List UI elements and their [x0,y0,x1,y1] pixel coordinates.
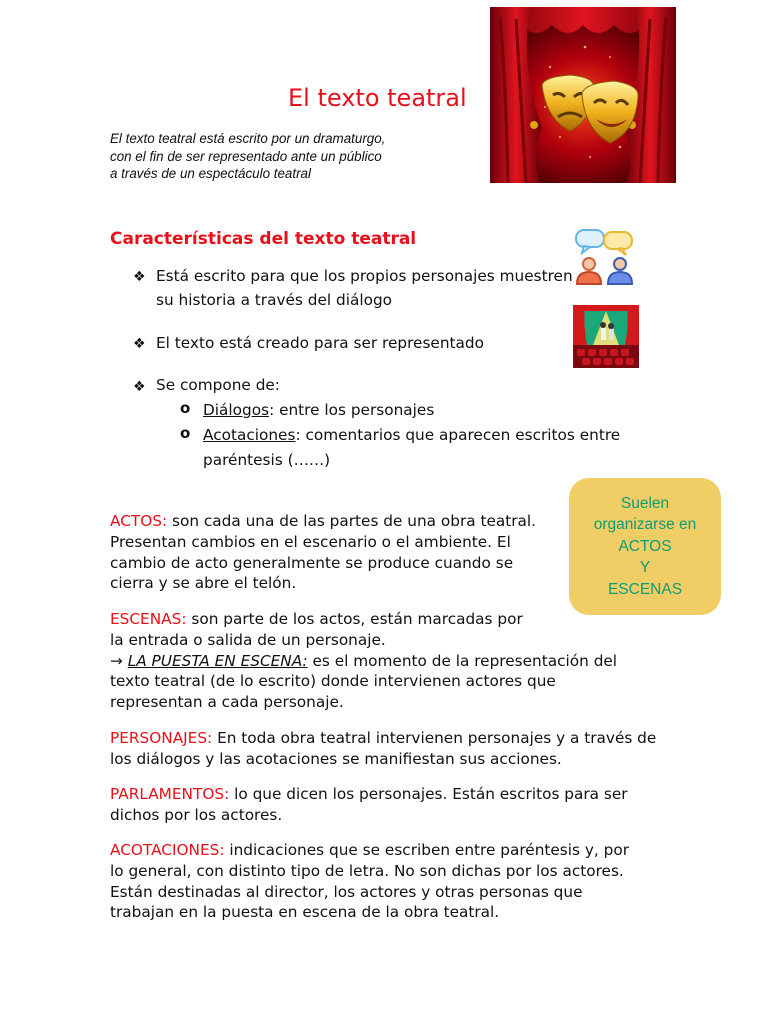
bullet-text: Se compone de: [156,376,280,394]
section-term: PARLAMENTOS: [110,785,230,803]
section-puesta [110,651,645,713]
page-title: El texto teatral [288,84,467,112]
section-text: son parte de los actos, están marcadas por la entrada o salida de un personaje. [110,610,523,649]
section-text: son cada una de las partes de una obra teatral. Presentan cambios en el escenario o el ambiente. El cambio de acto generalmente se produce cuando se cierra y se abre el telón. [110,512,537,593]
sub-bullet-icon: o [180,399,191,417]
intro-line: a través de un espectáculo teatral [110,166,311,181]
section-escenas [110,609,645,713]
sub-item-acotaciones [203,423,623,473]
section-parlamentos [110,784,662,826]
bullet-text: Está escrito para que los propios personajes muestren [156,267,573,285]
intro-line: El texto teatral está escrito por un dramaturgo, [110,131,386,146]
bullet-text: El texto está creado para ser representado [156,334,484,352]
note-line: Suelen [620,494,670,512]
term: Acotaciones [203,426,296,444]
arrow-icon: → [110,651,128,670]
section-term: PERSONAJES: [110,729,213,747]
diamond-bullet-icon: ❖ [133,379,146,395]
diamond-bullet-icon: ❖ [133,269,146,285]
diamond-bullet-icon: ❖ [133,336,146,352]
section-text: es el momento de la representación del texto teatral (de lo escrito) donde intervienen actores que representan a cada personaje. [110,651,618,712]
section-text: indicaciones que se escriben entre paréntesis y, por lo general, con distinto tipo de letra. No son dichas por los actores. Están destinadas al director, los actores y otras personas que trabajan en la puesta en escena de la obra teatral. [110,841,629,922]
section-term: ACTOS: [110,512,168,530]
term-desc-line2: paréntesis (……) [203,451,331,469]
section-text: En toda obra teatral intervienen personajes y a través de los diálogos y las acotaciones se manifiestan sus acciones. [110,729,657,768]
note-line: Y [639,559,651,577]
term: Diálogos [203,401,270,419]
section-text: lo que dicen los personajes. Están escritos para ser dichos por los actores. [110,785,628,824]
section-term: LA PUESTA EN ESCENA: [127,651,308,670]
note-line: ESCENAS [607,580,683,598]
note-line: ACTOS [618,537,672,555]
section-actos [110,511,555,594]
bullet-text: su historia a través del diálogo [156,291,393,309]
section-acotaciones [110,840,630,923]
characteristics-title: Características del texto teatral [110,229,417,249]
section-term: ESCENAS: [110,610,187,628]
dialogue-people-icon [574,228,636,288]
term-desc: : entre los personajes [269,401,435,419]
note-line: organizarse en [593,516,697,534]
sub-bullet-icon: o [180,424,191,442]
section-term: ACOTACIONES: [110,841,225,859]
term-desc: : comentarios que aparecen escritos entre [295,426,621,444]
section-personajes [110,728,662,770]
stage-audience-icon [573,305,639,368]
sub-item-dialogos [203,398,434,423]
intro-text [110,130,470,183]
actos-escenas-note [569,478,721,615]
theater-masks-icon [490,7,676,183]
intro-line: con el fin de ser representado ante un público [110,148,382,164]
